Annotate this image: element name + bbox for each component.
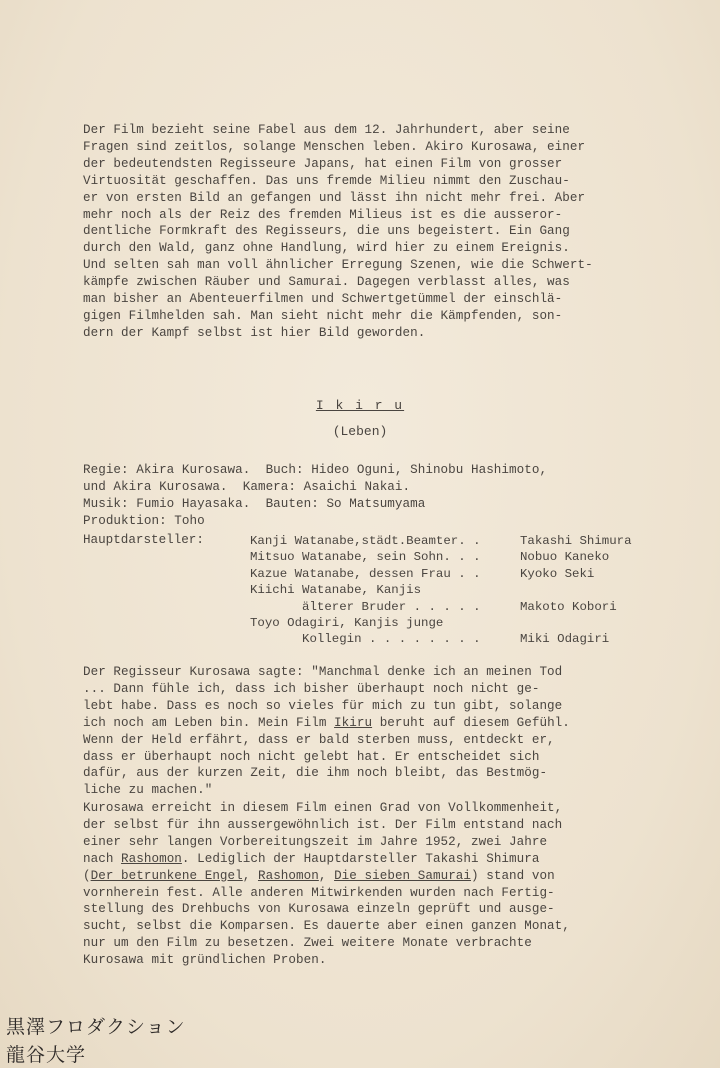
quote-text: Der Regisseur Kurosawa sagte: "Manchmal denke ich an meinen Tod ... Dann fühle ich, dass ich bisher überhaupt noch nicht ge- lebt habe. Dass es noch so vieles für mich zu tun gibt, solange ich noch am Leben bin. Mein Film [83,665,563,730]
history-text: , [242,868,258,883]
cast-actor: Kyoko Seki [520,566,595,581]
film-title [0,398,720,413]
intro-paragraph: Der Film bezieht seine Fabel aus dem 12. Jahrhundert, aber seine Fragen sind zeitlos, solange Menschen leben. Akiro Kurosawa, einer der bedeutendsten Regisseure Japans, hat einen Film von grosser Virtuosität geschaffen. Das uns fremde Milieu nimmt den Zuschau- er von ersten Bild an gefangen und lässt ihn nicht mehr frei. Aber mehr noch als der Reiz des fremden Milieus ist es die ausseror- dentliche Formkraft des Regisseurs, die uns begeistert. Ein Gang durch den Wald, ganz ohne Handlung, wird hier zu einem Ereignis. Und selten sah man voll ähnlicher Erregung Szenen, wie die Schwert- kämpfe zwischen Räuber und Samurai. Dagegen verblasst alles, was man bisher an Abenteuerfilmen und Schwertgetümmel der einschlä- gigen Filmhelden sah. Man sieht nicht mehr die Kämpfenden, son- dern der Kampf selbst ist hier Bild geworden. [83,123,593,340]
cast-role: Toyo Odagiri, Kanjis junge [250,615,444,630]
history-text: Kurosawa erreicht in diesem Film einen Grad von Vollkommenheit, der selbst für ihn aussergewöhnlich ist. Der Film entstand nach einer sehr langen Vorbereitungszeit im Jahre 1952, zwei Jahre nach [83,801,563,866]
film-reference: Die sieben Samurai [334,868,472,883]
cast-role: Kanji Watanabe,städt.Beamter. . [250,534,481,548]
cast-label: Hauptdarsteller: [83,533,204,547]
quote-text: beruht auf diesem Gefühl. Wenn der Held erfährt, dass er bald sterben muss, entdeckt er, dass er überhaupt noch nicht gelebt hat. Er entscheidet sich dafür, aus der kurzen Zeit, die ihm noch bleibt, das Bestmög- liche zu machen." [83,715,570,798]
cast-role: Kazue Watanabe, dessen Frau . . [250,566,481,581]
cast-role: Mitsuo Watanabe, sein Sohn. . . [250,550,481,565]
film-reference: Rashomon [257,868,319,883]
cast-role: Kiichi Watanabe, Kanjis [250,583,422,598]
watermark-line-1: 黒澤フロダクション [6,1016,186,1038]
cast-actor: Miki Odagiri [520,632,610,647]
film-reference: Der betrunkene Engel [90,868,243,883]
history-text: ) stand von vornherein fest. Alle anderen Mitwirkenden wurden nach Fertig- stellung des Drehbuchs von Kurosawa einzeln geprüft und ausge- sucht, selbst die Komparsen. Es dauerte aber einen ganzen Monat, nur um den Film zu besetzen. Zwei weitere Monate verbrachte Kurosawa mit gründlichen Proben. [83,868,570,968]
film-reference: Rashomon [121,851,182,866]
film-title-text: I k i r u [315,398,405,413]
history-text: . Lediglich der Hauptdarsteller Takashi Shimura ( [83,851,540,883]
cast-role: älterer Bruder . . . . . [250,599,481,614]
cast-actor: Nobuo Kaneko [520,550,610,565]
cast-actor: Takashi Shimura [520,534,632,548]
film-reference: Ikiru [334,715,373,730]
film-subtitle: (Leben) [332,424,388,439]
credits-block: Regie: Akira Kurosawa. Buch: Hideo Oguni, Shinobu Hashimoto, und Akira Kurosawa. Kamera: Asaichi Nakai. Musik: Fumio Hayasaka. Bauten: So Matsumyama Produktion: Toho [83,463,548,528]
history-paragraph [83,800,570,969]
history-text: , [318,868,335,883]
watermark-line-2: 龍谷大学 [6,1044,87,1066]
cast-role: Kollegin . . . . . . . . [250,632,481,647]
cast-actor: Makoto Kobori [520,599,617,614]
quote-paragraph [83,664,570,799]
